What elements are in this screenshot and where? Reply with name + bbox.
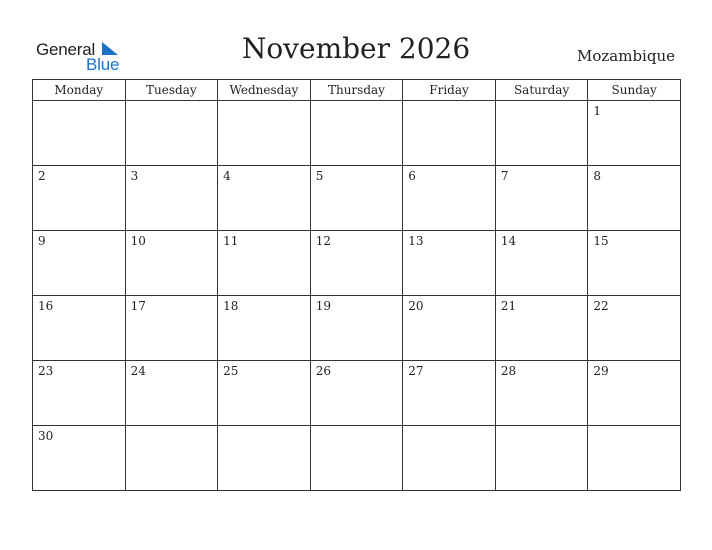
day-cell [495, 101, 588, 166]
weekday-header: Tuesday [125, 80, 218, 101]
week-row [33, 231, 681, 296]
day-cell [33, 101, 126, 166]
day-number: 2 [38, 169, 46, 183]
day-number [496, 426, 588, 429]
day-number: 11 [223, 234, 239, 248]
day-cell [310, 426, 403, 491]
day-cell [588, 426, 681, 491]
weekday-header: Thursday [310, 80, 403, 101]
weekday-header: Saturday [495, 80, 588, 101]
day-cell [588, 231, 681, 296]
day-number: 4 [223, 169, 231, 183]
day-number: 30 [38, 429, 54, 443]
day-number: 29 [593, 364, 609, 378]
page-title: November 2026 [241, 32, 471, 65]
day-cell [495, 361, 588, 426]
day-cell [588, 166, 681, 231]
day-number: 21 [500, 299, 517, 313]
day-number: 18 [223, 299, 239, 313]
day-cell [403, 296, 496, 361]
day-number: 7 [500, 169, 509, 183]
day-number: 1 [593, 104, 602, 118]
day-number: 8 [593, 169, 602, 183]
day-number: 3 [130, 169, 139, 183]
day-number: 15 [593, 234, 609, 248]
day-number: 20 [408, 299, 424, 313]
week-row [33, 426, 681, 491]
day-number [218, 101, 310, 104]
day-number: 17 [130, 299, 146, 313]
day-cell [218, 296, 311, 361]
week-row [33, 166, 681, 231]
day-number: 9 [38, 234, 46, 248]
day-cell [218, 426, 311, 491]
day-number: 14 [500, 234, 517, 248]
day-number: 19 [315, 299, 331, 313]
day-cell [495, 296, 588, 361]
country-label: Mozambique [577, 47, 675, 65]
weekday-header: Monday [33, 80, 126, 101]
day-number: 16 [38, 299, 54, 313]
day-cell [125, 361, 218, 426]
day-cell [588, 361, 681, 426]
day-cell [403, 101, 496, 166]
day-number [403, 101, 495, 104]
day-number: 6 [408, 169, 416, 183]
logo-word-general: General [36, 40, 96, 59]
day-cell [33, 296, 126, 361]
weekday-header: Wednesday [218, 80, 311, 101]
day-number: 22 [593, 299, 609, 313]
day-number: 27 [408, 364, 424, 378]
day-cell [33, 361, 126, 426]
day-number [126, 101, 218, 104]
day-cell [218, 361, 311, 426]
day-cell [588, 296, 681, 361]
day-cell [588, 101, 681, 166]
week-row [33, 361, 681, 426]
day-cell [310, 166, 403, 231]
day-number [33, 101, 125, 104]
day-cell [495, 426, 588, 491]
weekday-header: Friday [403, 80, 496, 101]
day-cell [125, 296, 218, 361]
day-number [403, 426, 495, 429]
calendar-grid [32, 79, 681, 491]
day-cell [125, 426, 218, 491]
day-cell [218, 231, 311, 296]
day-cell [125, 231, 218, 296]
day-cell [403, 361, 496, 426]
weekday-header-row [33, 80, 681, 101]
day-number: 13 [408, 234, 424, 248]
day-cell [218, 166, 311, 231]
day-cell [403, 166, 496, 231]
logo-word-blue: Blue [86, 55, 120, 74]
day-cell [403, 426, 496, 491]
day-number [218, 426, 310, 429]
day-number: 26 [315, 364, 331, 378]
day-number: 28 [500, 364, 517, 378]
day-cell [495, 166, 588, 231]
day-cell [403, 231, 496, 296]
week-row [33, 101, 681, 166]
day-number [311, 426, 403, 429]
day-number: 25 [223, 364, 239, 378]
day-number: 12 [315, 234, 331, 248]
day-cell [125, 101, 218, 166]
day-number: 24 [130, 364, 146, 378]
day-number: 23 [38, 364, 54, 378]
day-number: 5 [315, 169, 324, 183]
day-number [496, 101, 588, 104]
weekday-header: Sunday [588, 80, 681, 101]
day-cell [33, 426, 126, 491]
day-number [311, 101, 403, 104]
day-cell [218, 101, 311, 166]
week-row [33, 296, 681, 361]
day-number [588, 426, 680, 429]
day-cell [310, 231, 403, 296]
day-number: 10 [130, 234, 146, 248]
day-cell [310, 361, 403, 426]
day-cell [33, 166, 126, 231]
day-cell [310, 101, 403, 166]
day-cell [310, 296, 403, 361]
day-cell [33, 231, 126, 296]
day-cell [125, 166, 218, 231]
day-number [126, 426, 218, 429]
day-cell [495, 231, 588, 296]
